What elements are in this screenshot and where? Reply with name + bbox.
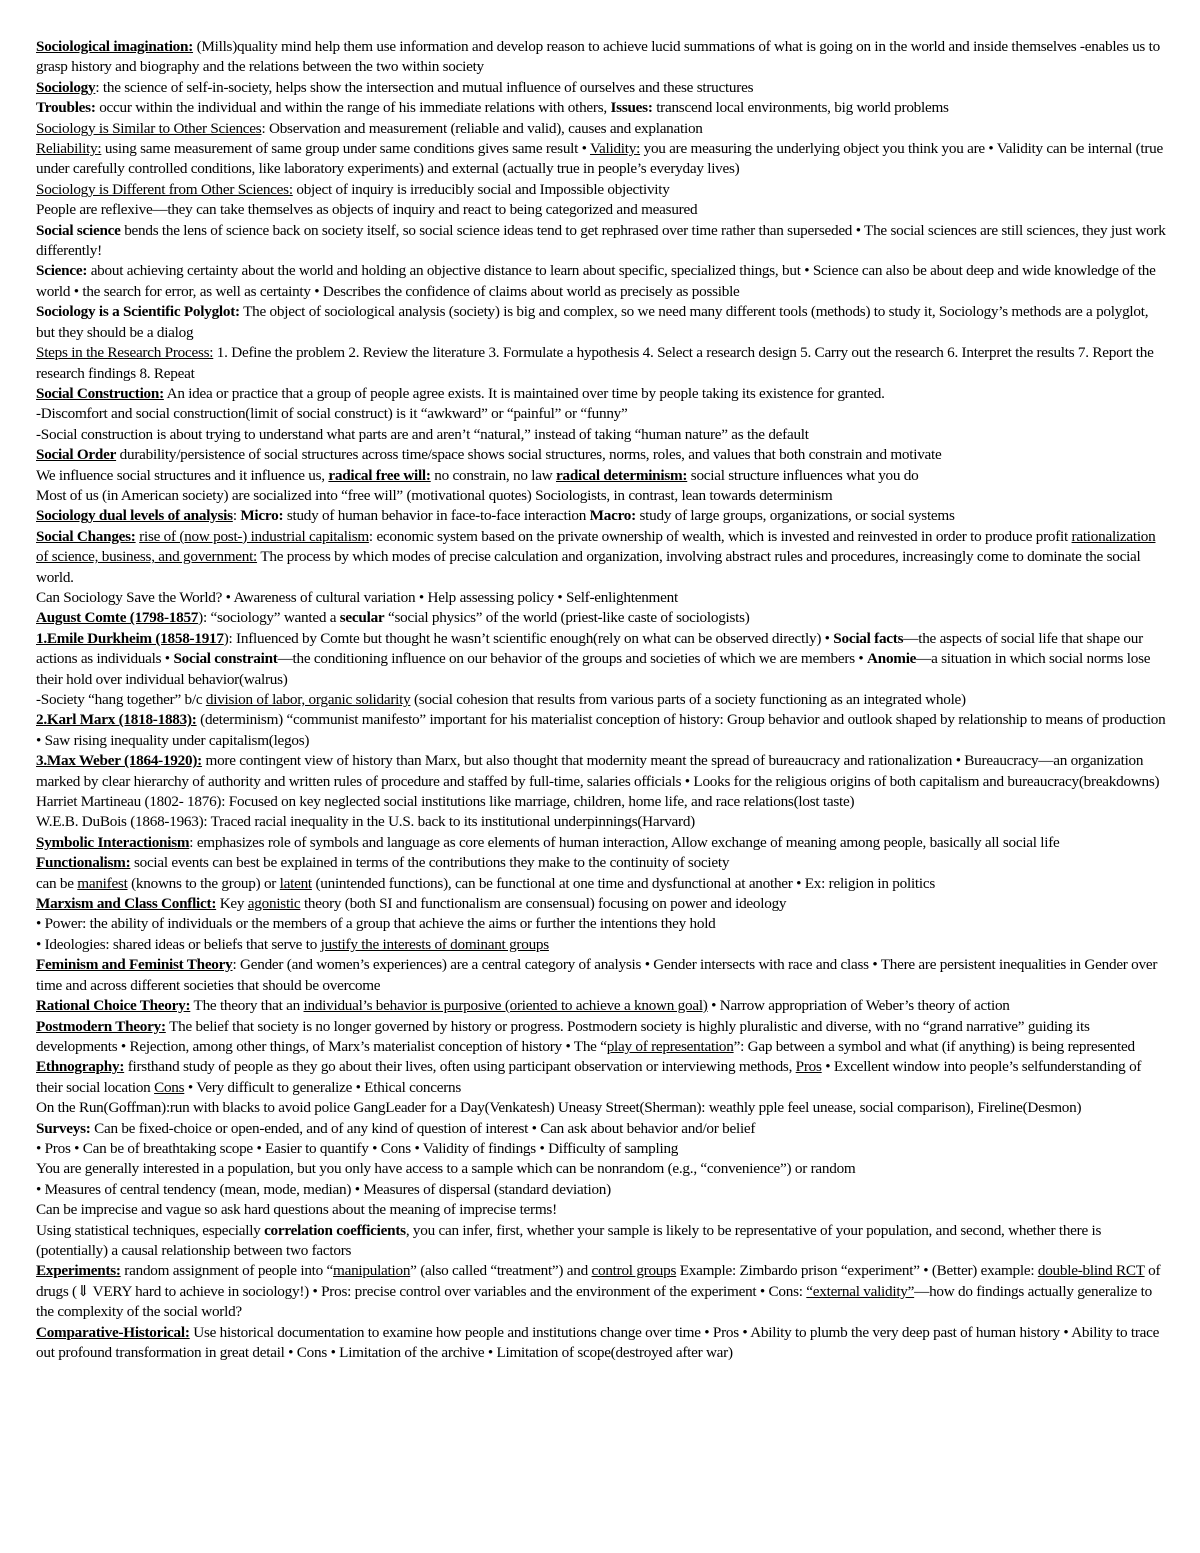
note-line: [36, 874, 1168, 894]
note-line: [36, 527, 1168, 588]
emphasized-term: Science:: [36, 262, 88, 280]
note-text: of drugs (⇓ VERY hard to achieve in sociology!) • Pros: precise control over variables and the environment of the experiment • Cons:: [36, 1262, 1161, 1300]
emphasized-term: control groups: [591, 1262, 677, 1280]
emphasized-term: Sociology dual levels of analysis: [36, 507, 233, 525]
emphasized-term: Sociology is Similar to Other Sciences: [36, 119, 262, 137]
note-line: [36, 78, 1168, 98]
note-text: You are generally interested in a population, but you only have access to a sample which can be nonrandom (e.g., “convenience”) or random: [36, 1160, 856, 1178]
note-text: • Measures of central tendency (mean, mode, median) • Measures of dispersal (standard deviation): [36, 1180, 611, 1198]
note-line: [36, 608, 1168, 628]
emphasized-term: latent: [279, 874, 312, 892]
note-line: [36, 853, 1168, 873]
note-text: The belief that society is no longer governed by history or progress. Postmodern society is highly pluralistic and diverse, with no “grand narrative” guiding its developments • Rejection, among other things, of Marx’s materialist conception of history • The “: [36, 1017, 1090, 1055]
note-text: Example: Zimbardo prison “experiment” • (Better) example:: [676, 1262, 1038, 1280]
emphasized-term: agonistic: [247, 895, 301, 913]
note-line: [36, 37, 1168, 78]
emphasized-term: Surveys:: [36, 1119, 91, 1137]
note-line: [36, 751, 1168, 792]
note-text: —a situation in which social norms lose their hold over individual behavior(walrus): [36, 650, 1151, 688]
note-text: : economic system based on the private ownership of wealth, which is invested and reinvested in order to produce profit: [368, 527, 1072, 545]
note-text: Use historical documentation to examine how people and institutions change over time • Pros • Ability to plumb the very deep past of human history • Ability to trace out profound transformation in great detail • Cons • Limitation of the archive • Limitation of scope(destroyed after war): [36, 1323, 1160, 1361]
note-line: [36, 506, 1168, 526]
note-line: [36, 139, 1168, 180]
note-text: (knowns to the group) or: [127, 874, 280, 892]
emphasized-term: Marxism and Class Conflict:: [36, 895, 217, 913]
note-line: [36, 1261, 1168, 1322]
note-line: [36, 1323, 1168, 1364]
emphasized-term: Social science: [36, 221, 121, 239]
note-text: : emphasizes role of symbols and language as core elements of human interaction, Allow exchange of meaning among people, basically all social life: [189, 833, 1060, 851]
emphasized-term: Feminism and Feminist Theory: [36, 956, 233, 974]
note-text: transcend local environments, big world problems: [652, 99, 949, 117]
emphasized-term: Social Changes:: [36, 527, 136, 545]
note-line: [36, 955, 1168, 996]
emphasized-term: division of labor, organic solidarity: [205, 691, 411, 708]
note-line: [36, 1200, 1168, 1220]
note-text: object of inquiry is irreducibly social and Impossible objectivity: [292, 180, 670, 198]
note-text: study of human behavior in face-to-face interaction: [283, 507, 590, 525]
note-text: , you can infer, first, whether your sample is likely to be representative of your population, and second, whether there is (potentially) a causal relationship between two factors: [36, 1221, 1102, 1259]
emphasized-term: Cons: [154, 1078, 185, 1096]
note-line: [36, 812, 1168, 832]
note-line: [36, 200, 1168, 220]
note-text: using same measurement of same group under same conditions gives same result •: [101, 140, 590, 158]
note-text: The theory that an: [190, 997, 304, 1015]
emphasized-term: justify the interests of dominant groups: [320, 935, 549, 953]
note-text: An idea or practice that a group of people agree exists. It is maintained over time by people taking its existence for granted.: [163, 384, 885, 402]
note-line: [36, 629, 1168, 690]
note-line: [36, 302, 1168, 343]
note-line: [36, 119, 1168, 139]
note-text: Using statistical techniques, especially: [36, 1221, 265, 1239]
emphasized-term: play of representation: [606, 1037, 734, 1055]
note-text: • Pros • Can be of breathtaking scope • Easier to quantify • Cons • Validity of findings • Difficulty of sampling: [36, 1139, 679, 1157]
note-line: [36, 588, 1168, 608]
note-text: occur within the individual and within the range of his immediate relations with others,: [95, 99, 611, 117]
note-text: “social physics” of the world (priest-like caste of sociologists): [384, 609, 750, 627]
note-text: People are reflexive—they can take themselves as objects of inquiry and react to being categorized and measured: [36, 201, 698, 219]
note-text: : Observation and measurement (reliable and valid), causes and explanation: [261, 119, 703, 137]
emphasized-term: Macro:: [589, 507, 636, 525]
emphasized-term: Social Construction:: [36, 384, 164, 402]
note-text: • Very difficult to generalize • Ethical concerns: [184, 1078, 462, 1096]
note-text: Can Sociology Save the World? • Awareness of cultural variation • Help assessing policy • Self-enlightenment: [36, 588, 678, 606]
note-text: (social cohesion that results from various parts of a society functioning as an integrated whole): [410, 691, 966, 708]
emphasized-term: Experiments:: [36, 1262, 121, 1280]
note-text: :: [232, 507, 241, 525]
note-text: —how do findings actually generalize to the complexity of the social world?: [36, 1282, 1152, 1321]
note-text: Can be imprecise and vague so ask hard questions about the meaning of imprecise terms!: [36, 1201, 557, 1219]
note-text: W.E.B. DuBois (1868-1963): Traced racial inequality in the U.S. back to its institutional underpinnings(Harvard): [36, 813, 695, 831]
note-line: [36, 384, 1168, 404]
emphasized-term: manifest: [77, 874, 128, 892]
note-text: : Gender (and women’s experiences) are a central category of analysis • Gender intersects with race and class • There are persistent inequalities in Gender over time and across different societies that should be overcome: [36, 956, 1158, 994]
note-line: [36, 935, 1168, 955]
note-text: —the aspects of social life that shape our actions as individuals •: [36, 629, 1143, 668]
emphasized-term: 3.Max Weber (1864-1920):: [36, 752, 202, 770]
emphasized-term: secular: [339, 609, 385, 627]
note-line: [36, 486, 1168, 506]
emphasized-term: Troubles:: [36, 99, 96, 117]
note-text: (determinism) “communist manifesto” important for his materialist conception of history: Group behavior and outlook shaped by relationship to means of production • Saw rising inequality under capitalism(legos): [36, 711, 1166, 749]
note-text: -Society “hang together” b/c: [36, 691, 206, 708]
note-text: can be: [36, 874, 78, 892]
note-line: [36, 466, 1168, 486]
note-text: random assignment of people into “: [120, 1262, 334, 1280]
note-text: social structure influences what you do: [687, 466, 919, 484]
note-text: study of large groups, organizations, or social systems: [635, 507, 955, 525]
emphasized-term: Anomie: [867, 650, 917, 668]
note-text: • Narrow appropriation of Weber’s theory of action: [707, 997, 1010, 1015]
emphasized-term: individual’s behavior is purposive (oriented to achieve a known goal): [303, 997, 708, 1015]
note-line: [36, 1119, 1168, 1139]
note-line: [36, 1180, 1168, 1200]
emphasized-term: Social constraint: [173, 650, 278, 668]
emphasized-term: Sociology is Different from Other Sciences:: [36, 180, 293, 198]
emphasized-term: Pros: [795, 1058, 822, 1076]
note-text: more contingent view of history than Marx, but also thought that modernity meant the spread of bureaucracy and rationalization • Bureaucracy—an organization marked by clear hierarchy of authority and written rules of procedure and staffed by full-time, salaries officials • Looks for the religious origins of both capitalism and bureaucracy(breakdowns): [36, 752, 1160, 790]
emphasized-term: August Comte (1798-1857: [36, 609, 199, 627]
note-line: [36, 404, 1168, 424]
emphasized-term: Sociology: [36, 78, 96, 96]
emphasized-term: Comparative-Historical:: [36, 1323, 190, 1341]
note-text: firsthand study of people as they go about their lives, often using participant observation or interviewing methods,: [124, 1058, 796, 1076]
emphasized-term: Social facts: [833, 629, 904, 647]
note-text: • Excellent window into people’s selfunderstanding of their social location: [36, 1058, 1142, 1096]
note-text: We influence social structures and it influence us,: [36, 466, 329, 484]
note-line: [36, 1098, 1168, 1118]
note-line: [36, 833, 1168, 853]
emphasized-term: manipulation: [333, 1262, 411, 1280]
emphasized-term: radical determinism:: [555, 466, 688, 484]
note-line: [36, 914, 1168, 934]
note-line: [36, 343, 1168, 384]
note-text: bends the lens of science back on society itself, so social science ideas tend to get rephrased over time rather than superseded • The social sciences are still sciences, they just work differently!: [36, 221, 1166, 260]
note-line: [36, 894, 1168, 914]
emphasized-term: 2.Karl Marx (1818-1883):: [36, 711, 197, 729]
emphasized-term: Sociology is a Scientific Polyglot:: [36, 303, 240, 321]
note-line: [36, 792, 1168, 812]
emphasized-term: rise of (now post-) industrial capitalism: [139, 527, 369, 545]
emphasized-term: correlation coefficients: [264, 1221, 406, 1239]
emphasized-term: Postmodern Theory:: [36, 1017, 166, 1035]
emphasized-term: Micro:: [240, 507, 284, 525]
note-line: [36, 180, 1168, 200]
note-line: [36, 98, 1168, 118]
emphasized-term: radical free will:: [328, 466, 431, 484]
note-line: [36, 445, 1168, 465]
note-text: -Social construction is about trying to understand what parts are and aren’t “natural,” instead of taking “human nature” as the default: [36, 425, 809, 443]
emphasized-term: Rational Choice Theory:: [36, 997, 191, 1015]
note-line: [36, 1159, 1168, 1179]
note-line: [36, 1017, 1168, 1058]
note-line: [36, 1221, 1168, 1262]
note-text: about achieving certainty about the world and holding an objective distance to learn about specific, specialized things, but • Science can also be about deep and wide knowledge of the world • the search for error, as well as certainty • Describes the confidence of claims about world as precisely as possible: [36, 262, 1156, 300]
note-line: [36, 425, 1168, 445]
note-line: [36, 261, 1168, 302]
note-text: 1. Define the problem 2. Review the literature 3. Formulate a hypothesis 4. Select a research design 5. Carry out the research 6. Interpret the results 7. Report the research findings 8. Repeat: [36, 344, 1154, 382]
note-text: you are measuring the underlying object you think you are • Validity can be internal (true under carefully controlled conditions, like laboratory experiments) and external (actually true in people’s everyday lives): [36, 140, 1164, 178]
note-text: : the science of self-in-society, helps show the intersection and mutual influence of ourselves and these structures: [95, 78, 754, 96]
note-text: ): Influenced by Comte but thought he wasn’t scientific enough(rely on what can be observed directly) •: [223, 629, 834, 647]
emphasized-term: Reliability:: [36, 140, 102, 158]
note-text: The object of sociological analysis (society) is big and complex, so we need many different tools (methods) to study it, Sociology’s methods are a polyglot, but they should be a dialog: [36, 303, 1149, 341]
note-text: ”: Gap between a symbol and what (if anything) is being represented: [733, 1037, 1135, 1055]
note-text: (Mills)quality mind help them use information and develop reason to achieve lucid summations of what is going on in the world and inside themselves -enables us to grasp history and biography and the relations between the two within society: [36, 38, 1160, 76]
note-text: -Discomfort and social construction(limit of social construct) is it “awkward” or “painful” or “funny”: [36, 405, 628, 423]
note-text: Can be fixed-choice or open-ended, and of any kind of question of interest • Can ask about behavior and/or belief: [90, 1119, 756, 1137]
study-notes-document: [36, 37, 1168, 1363]
note-line: [36, 710, 1168, 751]
note-text: Harriet Martineau (1802- 1876): Focused on key neglected social institutions like marriage, children, home life, and race relations(lost taste): [36, 793, 855, 811]
emphasized-term: rationalization of science, business, and government:: [36, 527, 1156, 566]
note-text: no constrain, no law: [430, 466, 556, 484]
note-text: theory (both SI and functionalism are consensual) focusing on power and ideology: [300, 895, 787, 913]
emphasized-term: Sociological imagination:: [36, 38, 194, 55]
note-line: [36, 690, 1168, 710]
note-line: [36, 996, 1168, 1016]
emphasized-term: Social Order: [36, 446, 117, 464]
note-text: • Power: the ability of individuals or the members of a group that achieve the aims or further the intentions they hold: [36, 915, 716, 933]
note-text: On the Run(Goffman):run with blacks to avoid police GangLeader for a Day(Venkatesh) Uneasy Street(Sherman): weathly pple feel unease, social comparison), Fireline(Desmon): [36, 1099, 1082, 1117]
emphasized-term: Steps in the Research Process:: [36, 344, 214, 362]
emphasized-term: double-blind RCT: [1037, 1262, 1145, 1280]
note-text: ): “sociology” wanted a: [198, 609, 340, 627]
note-line: [36, 1057, 1168, 1098]
note-text: durability/persistence of social structures across time/space shows social structures, norms, roles, and values that both constrain and motivate: [116, 446, 942, 464]
emphasized-term: Symbolic Interactionism: [36, 833, 190, 851]
emphasized-term: Ethnography:: [36, 1058, 125, 1076]
note-line: [36, 1139, 1168, 1159]
note-text: (unintended functions), can be functional at one time and dysfunctional at another • Ex: religion in politics: [311, 874, 936, 892]
note-text: —the conditioning influence on our behavior of the groups and societies of which we are members •: [277, 650, 868, 668]
emphasized-term: 1.Emile Durkheim (1858-1917: [36, 629, 224, 647]
note-line: [36, 221, 1168, 262]
emphasized-term: Validity:: [589, 140, 641, 158]
note-text: Most of us (in American society) are socialized into “free will” (motivational quotes) Sociologists, in contrast, lean towards determinism: [36, 486, 833, 504]
note-text: ” (also called “treatment”) and: [410, 1262, 592, 1280]
emphasized-term: Issues:: [610, 99, 653, 117]
emphasized-term: Functionalism:: [36, 854, 131, 872]
emphasized-term: “external validity”: [806, 1282, 915, 1300]
note-text: social events can best be explained in terms of the contributions they make to the continuity of society: [130, 854, 730, 872]
note-text: The process by which modes of precise calculation and organization, involving abstract rules and procedures, increasingly come to dominate the social world.: [36, 548, 1141, 586]
note-text: • Ideologies: shared ideas or beliefs that serve to: [36, 935, 321, 953]
note-text: Key: [216, 895, 248, 913]
